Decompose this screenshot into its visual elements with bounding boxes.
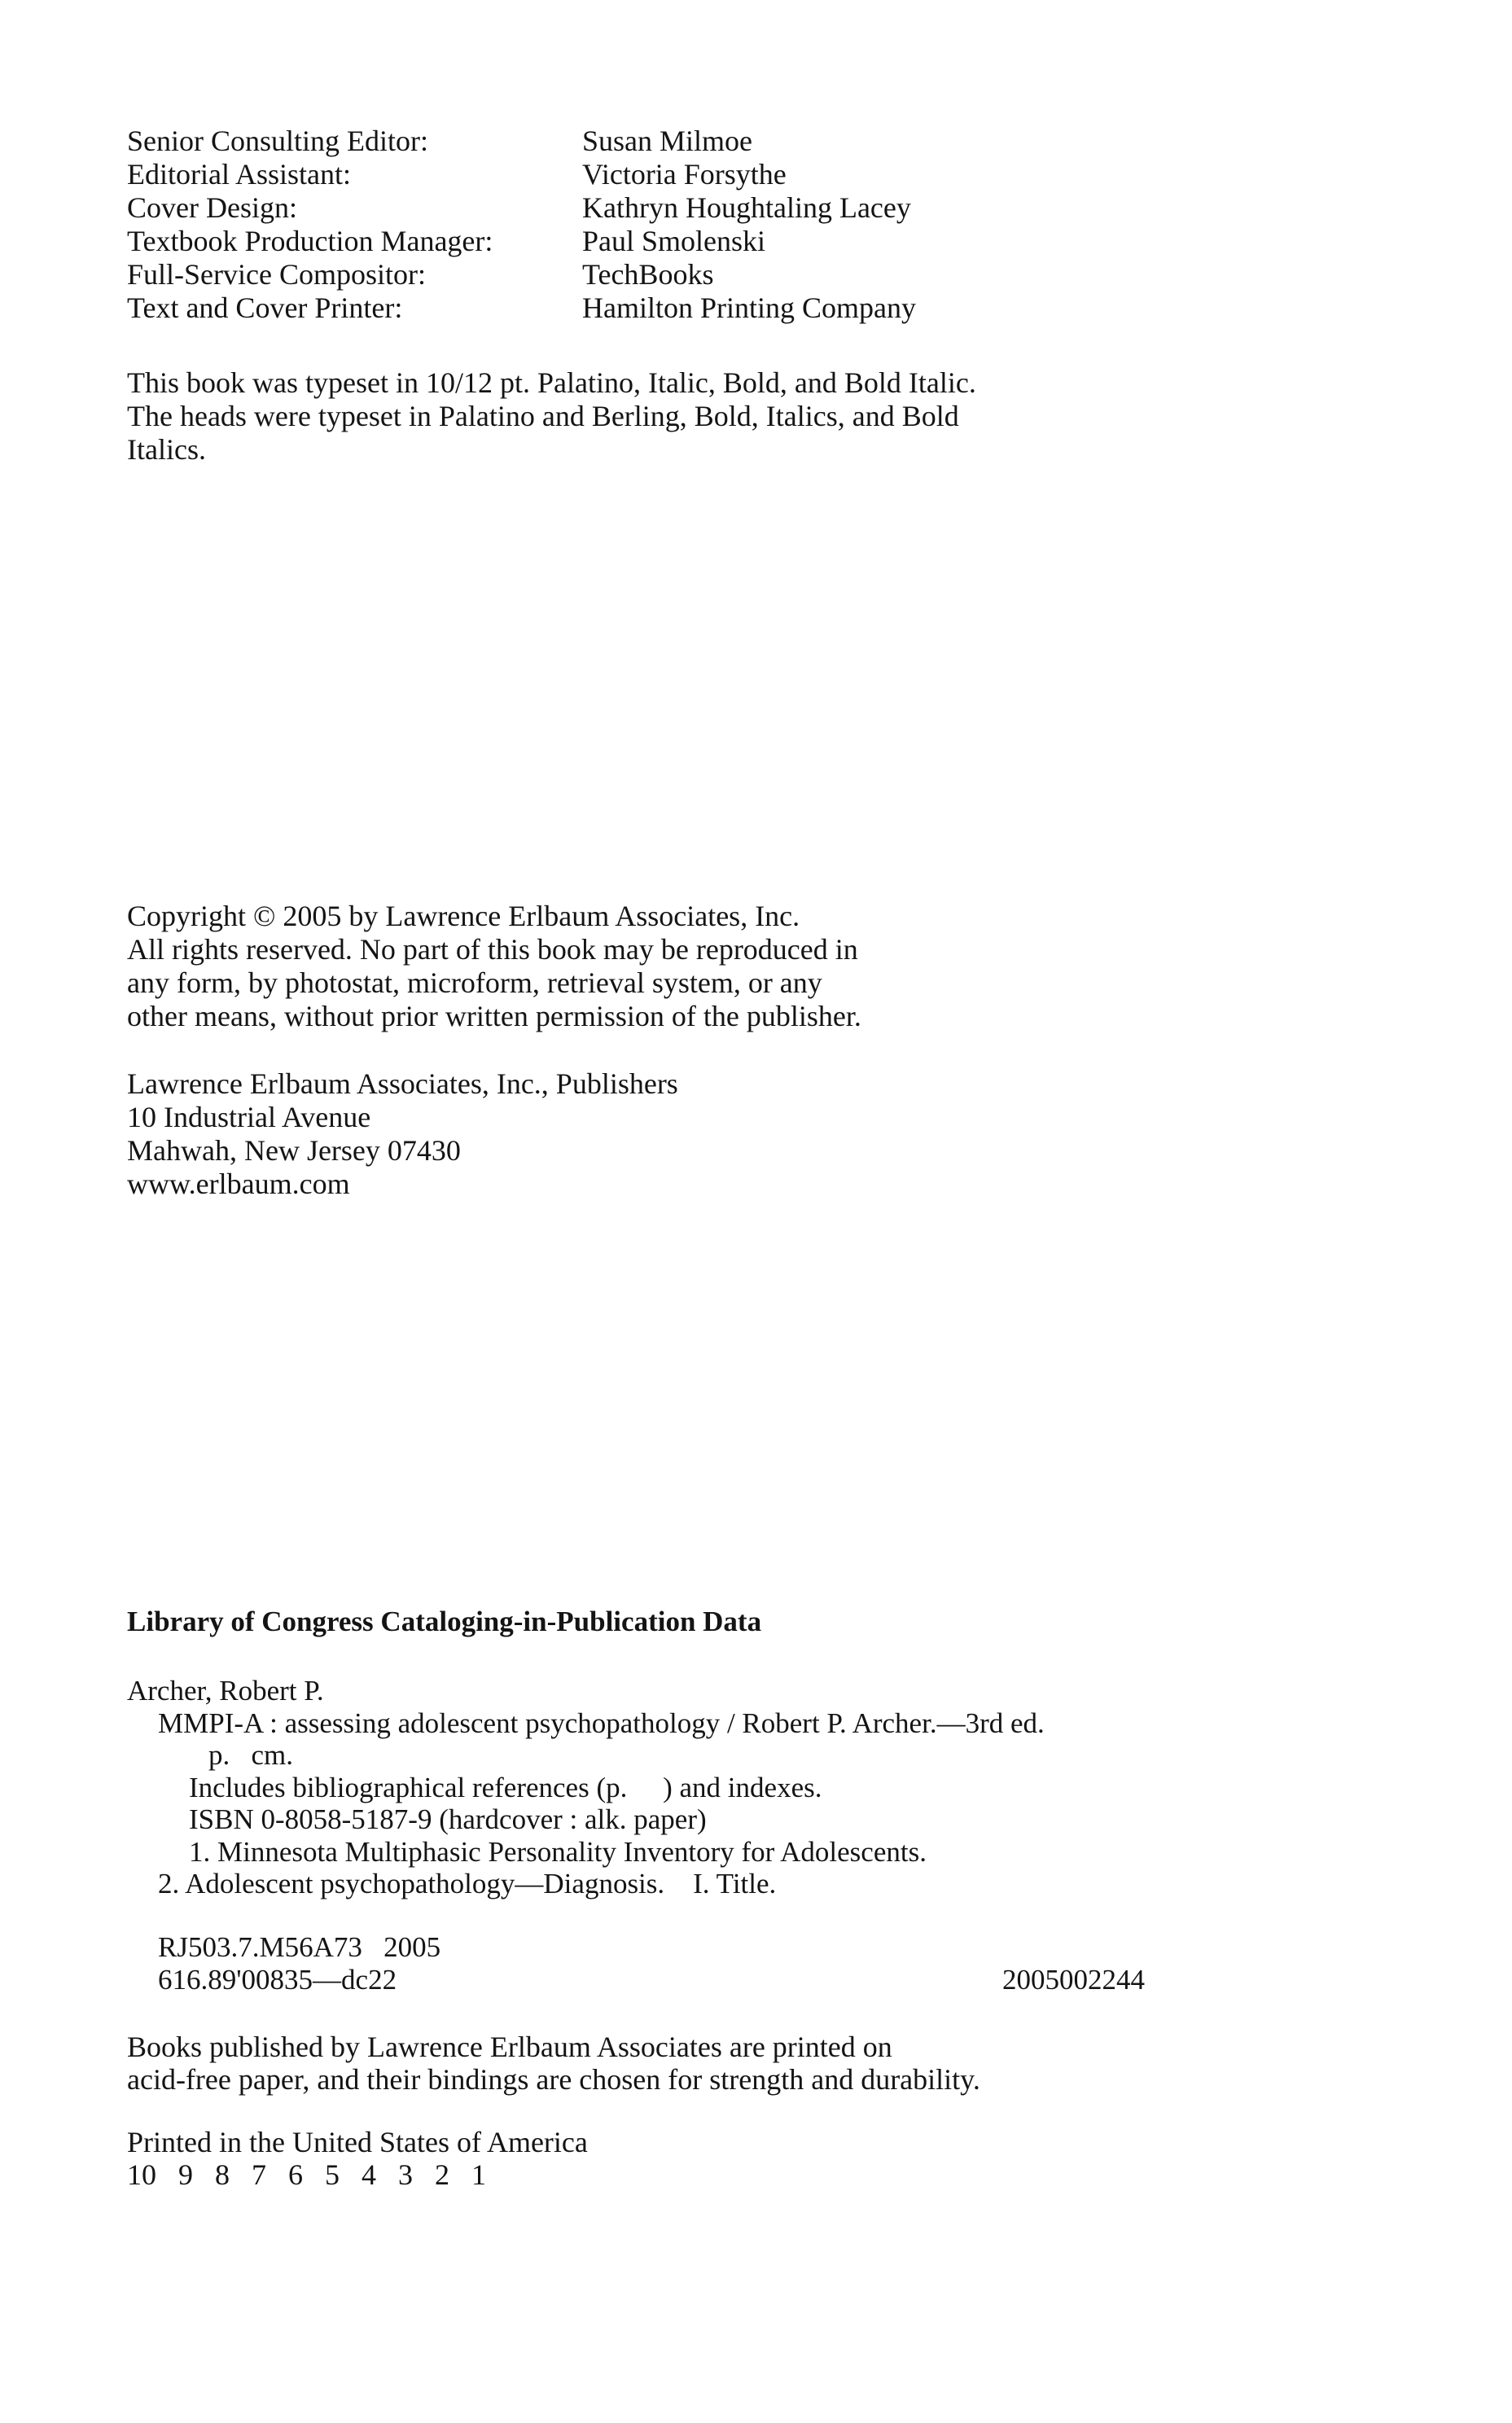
acid-free-line: Books published by Lawrence Erlbaum Associates are printed on	[127, 2031, 892, 2063]
lccn: 2005002244	[1002, 1964, 1145, 1996]
dewey-row	[158, 1964, 1145, 1996]
typeset-line: Italics.	[127, 433, 206, 466]
credit-name: TechBooks	[582, 258, 714, 291]
copyright-line: any form, by photostat, microform, retrieval system, or any	[127, 966, 822, 999]
credit-role: Senior Consulting Editor:	[127, 125, 429, 157]
publisher-address	[127, 1067, 678, 1201]
credit-name: Kathryn Houghtaling Lacey	[582, 191, 911, 224]
copyright-notice	[127, 900, 861, 1033]
cip-classification	[158, 1931, 1145, 1996]
typeset-line: This book was typeset in 10/12 pt. Palatino, Italic, Bold, and Bold Italic.	[127, 366, 976, 399]
typeset-line: The heads were typeset in Palatino and Berling, Bold, Italics, and Bold	[127, 400, 959, 432]
credit-row	[127, 191, 916, 225]
cip-title: MMPI-A : assessing adolescent psychopathology / Robert P. Archer.—3rd ed.	[158, 1707, 1045, 1739]
cip-bibliography-note: Includes bibliographical references (p. ) and indexes.	[189, 1771, 822, 1803]
cip-author: Archer, Robert P.	[127, 1675, 324, 1707]
typeset-note	[127, 366, 1088, 467]
cip-record	[127, 1675, 1145, 1900]
credit-name: Victoria Forsythe	[582, 158, 787, 191]
lc-call-number: RJ503.7.M56A73 2005	[158, 1931, 441, 1963]
printer-key: 10 9 8 7 6 5 4 3 2 1	[127, 2158, 486, 2191]
credit-name: Susan Milmoe	[582, 125, 753, 157]
credit-row	[127, 258, 916, 291]
credit-name: Paul Smolenski	[582, 225, 766, 257]
acid-free-note	[127, 2031, 980, 2096]
credit-role: Text and Cover Printer:	[127, 291, 403, 324]
copyright-line: other means, without prior written permission of the publisher.	[127, 1000, 861, 1032]
printing-info	[127, 2126, 588, 2191]
credit-row	[127, 225, 916, 258]
credit-row	[127, 125, 916, 158]
credit-row	[127, 291, 916, 325]
copyright-line: All rights reserved. No part of this book may be reproduced in	[127, 933, 858, 966]
copyright-line: Copyright © 2005 by Lawrence Erlbaum Associates, Inc.	[127, 900, 800, 932]
publisher-street: 10 Industrial Avenue	[127, 1101, 371, 1133]
cip-heading: Library of Congress Cataloging-in-Publication Data	[127, 1606, 762, 1637]
credit-role: Editorial Assistant:	[127, 158, 351, 191]
acid-free-line: acid-free paper, and their bindings are chosen for strength and durability.	[127, 2063, 980, 2096]
cip-physical-description: p. cm.	[208, 1739, 294, 1771]
credit-role: Textbook Production Manager:	[127, 225, 493, 257]
cip-subject-1: 1. Minnesota Multiphasic Personality Inventory for Adolescents.	[189, 1835, 927, 1868]
cip-subject-2: 2. Adolescent psychopathology—Diagnosis. I. Title.	[158, 1868, 777, 1899]
publisher-website: www.erlbaum.com	[127, 1168, 350, 1200]
credit-role: Cover Design:	[127, 191, 297, 224]
printed-in: Printed in the United States of America	[127, 2126, 588, 2158]
dewey-number: 616.89'00835—dc22	[158, 1964, 397, 1996]
credit-name: Hamilton Printing Company	[582, 291, 916, 324]
lc-class-row	[158, 1931, 1145, 1964]
credit-row	[127, 158, 916, 191]
cip-isbn: ISBN 0-8058-5187-9 (hardcover : alk. paper)	[189, 1803, 707, 1835]
publisher-name: Lawrence Erlbaum Associates, Inc., Publishers	[127, 1067, 678, 1100]
publisher-city: Mahwah, New Jersey 07430	[127, 1134, 461, 1167]
production-credits	[127, 125, 916, 325]
credit-role: Full-Service Compositor:	[127, 258, 426, 291]
